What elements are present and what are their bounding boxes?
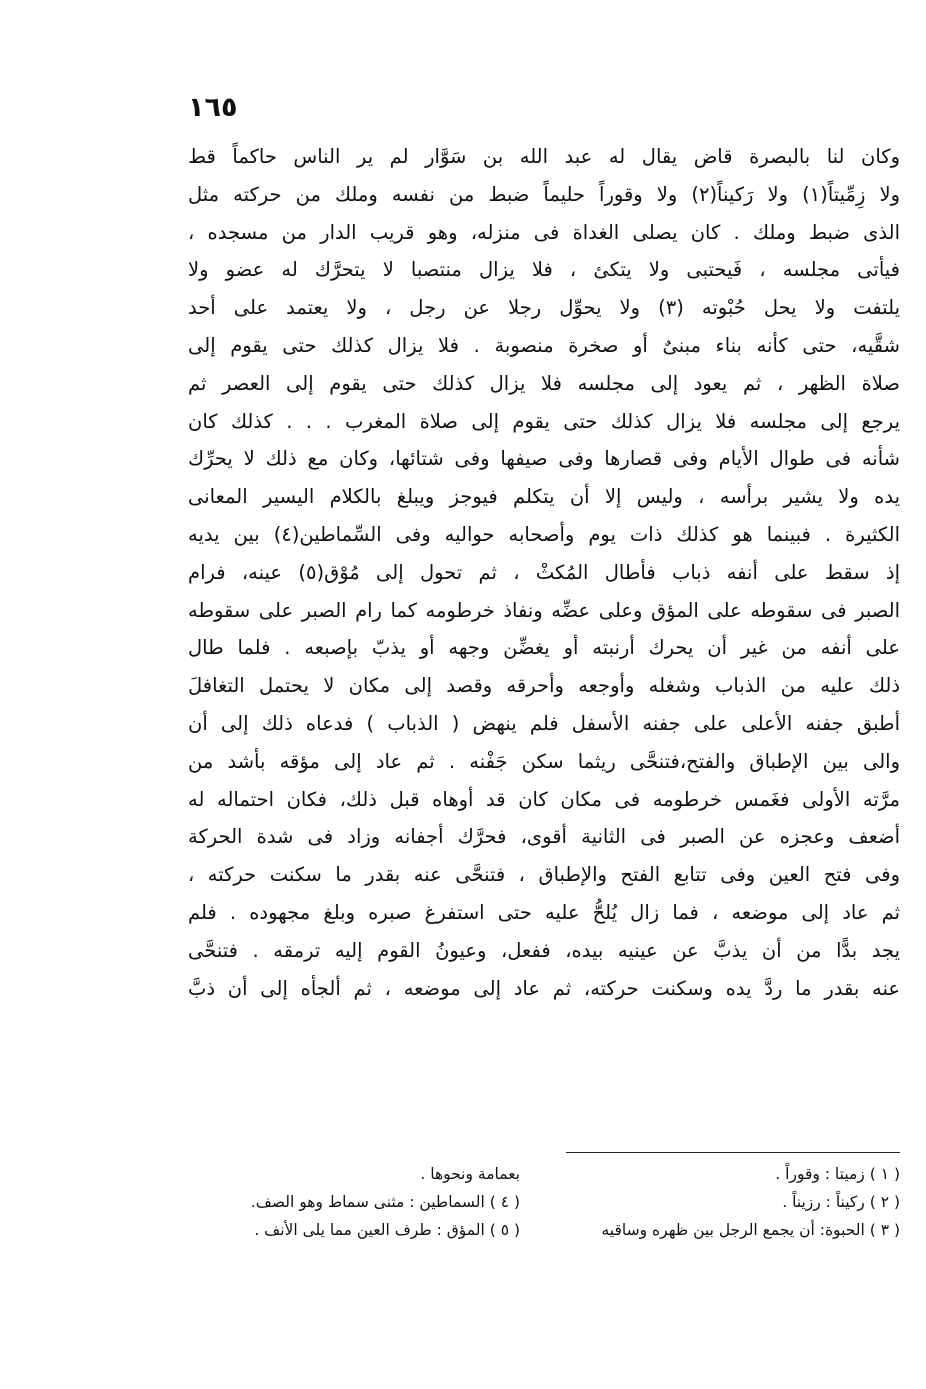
text-line: فيأتى مجلسه ، فَيحتبى ولا يتكئ ، فلا يزال منتصبا لا يتحرَّك له عضو ولا	[188, 258, 900, 282]
text-line: شأنه فى طوال الأيام وفى قصارها وفى صيفها وفى شتائها، وكان مع ذلك لا يحرِّك	[188, 447, 900, 471]
text-line: الصبر فى سقوطه على المؤق وعلى عضِّه ونفاذ خرطومه كما رام الصبر على سقوطه	[188, 598, 900, 622]
text-line: ثم عاد إلى موضعه ، فما زال يُلحُّ عليه حتى استفرغ صبره وبلغ مجهوده . فلم	[188, 900, 900, 924]
footnote-row	[180, 1216, 900, 1244]
page-number: ١٦٥	[188, 92, 238, 123]
text-line: وفى فتح العين وفى تتابع الفتح والإطباق ، فتنحَّى عنه بقدر ما سكنت حركته ،	[188, 863, 900, 887]
text-line: عنه بقدر ما ردَّ يده وسكنت حركته، ثم عاد إلى موضعه ، ثم ألجأه إلى أن ذبَّ	[188, 976, 900, 1000]
text-line: يرجع إلى مجلسه فلا يزال كذلك حتى يقوم إلى صلاة المغرب . . . كذلك كان	[188, 409, 900, 433]
footnote-text: ( ٢ ) ركيناً : رزيناً .	[782, 1193, 900, 1211]
footnotes	[180, 1160, 900, 1244]
text-line: يجد بدًّا من أن يذبَّ عن عينيه بيده، ففعل، وعيونُ القوم إليه ترمقه . فتنحَّى	[188, 938, 900, 962]
footnote-text: بعمامة ونحوها .	[420, 1165, 520, 1183]
text-line: يده ولا يشير برأسه ، وليس إلا أن يتكلم فيوجز ويبلغ بالكلام اليسير المعانى	[188, 485, 900, 509]
text-line: شقَّيه، حتى كأنه بناء مبنىٌ أو صخرة منصوبة . فلا يزال كذلك حتى يقوم إلى	[188, 333, 900, 357]
text-line: والى بين الإطباق والفتح،فتنحَّى ريثما سكن جَفْنه . ثم عاد إلى مؤقه بأشد من	[188, 749, 900, 773]
text-line: مرَّته الأولى فغَمس خرطومه فى مكان كان قد أوهاه قبل ذلك، فكان احتماله له	[188, 787, 900, 811]
footnote-row	[180, 1188, 900, 1216]
text-line: إذ سقط على أنفه ذباب فأطال المُكثْ ، ثم تحول إلى مُوْق(٥) عينه، فرام	[188, 560, 900, 584]
text-line: الذى ضبط وملك . كان يصلى الغداة فى منزله، وهو قريب الدار من مسجده ،	[188, 220, 900, 244]
text-line: صلاة الظهر ، ثم يعود إلى مجلسه فلا يزال كذلك حتى يقوم إلى العصر ثم	[188, 371, 900, 395]
main-text	[188, 138, 900, 1007]
text-line: وكان لنا بالبصرة قاض يقال له عبد الله بن سَوَّار لم ير الناس حاكماً قط	[188, 145, 900, 168]
footnote-text: ( ١ ) زميتا : وقوراً .	[775, 1165, 900, 1183]
text-line: الكثيرة . فبينما هو كذلك ذات يوم وأصحابه حواليه وفى السِّماطين(٤) بين يديه	[188, 522, 900, 546]
footnote-text: ( ٣ ) الحبوة: أن يجمع الرجل بين ظهره وساقيه	[601, 1221, 900, 1239]
footnote-row	[180, 1160, 900, 1188]
text-line: ذلك عليه من الذباب وشغله وأوجعه وأحرقه وقصد إلى مكان لا يحتمل التغافلَ	[188, 674, 900, 698]
footnote-divider	[566, 1152, 900, 1153]
footnote-text: ( ٥ ) المؤق : طرف العين مما يلى الأنف .	[254, 1221, 520, 1239]
text-line: على أنفه من غير أن يحرك أرنبته أو يغضِّن وجهه أو يذبّ بإصبعه . فلما طال	[188, 636, 900, 660]
text-line: يلتفت ولا يحل حُبْوته (٣) ولا يحوِّل رجلا عن رجل ، ولا يعتمد على أحد	[188, 296, 900, 320]
text-line: ولا زِمِّيتاً(١) ولا رَكيناً(٢) ولا وقوراً حليماً ضبط من نفسه وملك من حركته مثل	[188, 182, 900, 206]
footnote-text: ( ٤ ) السماطين : مثنى سماط وهو الصف.	[250, 1193, 520, 1211]
text-line: أطبق جفنه الأعلى على جفنه الأسفل فلم ينهض ( الذباب ) فدعاه ذلك إلى أن	[188, 711, 900, 735]
text-line: أضعف وعجزه عن الصبر فى الثانية أقوى، فحرَّك أجفانه وزاد فى شدة الحركة	[188, 825, 900, 849]
